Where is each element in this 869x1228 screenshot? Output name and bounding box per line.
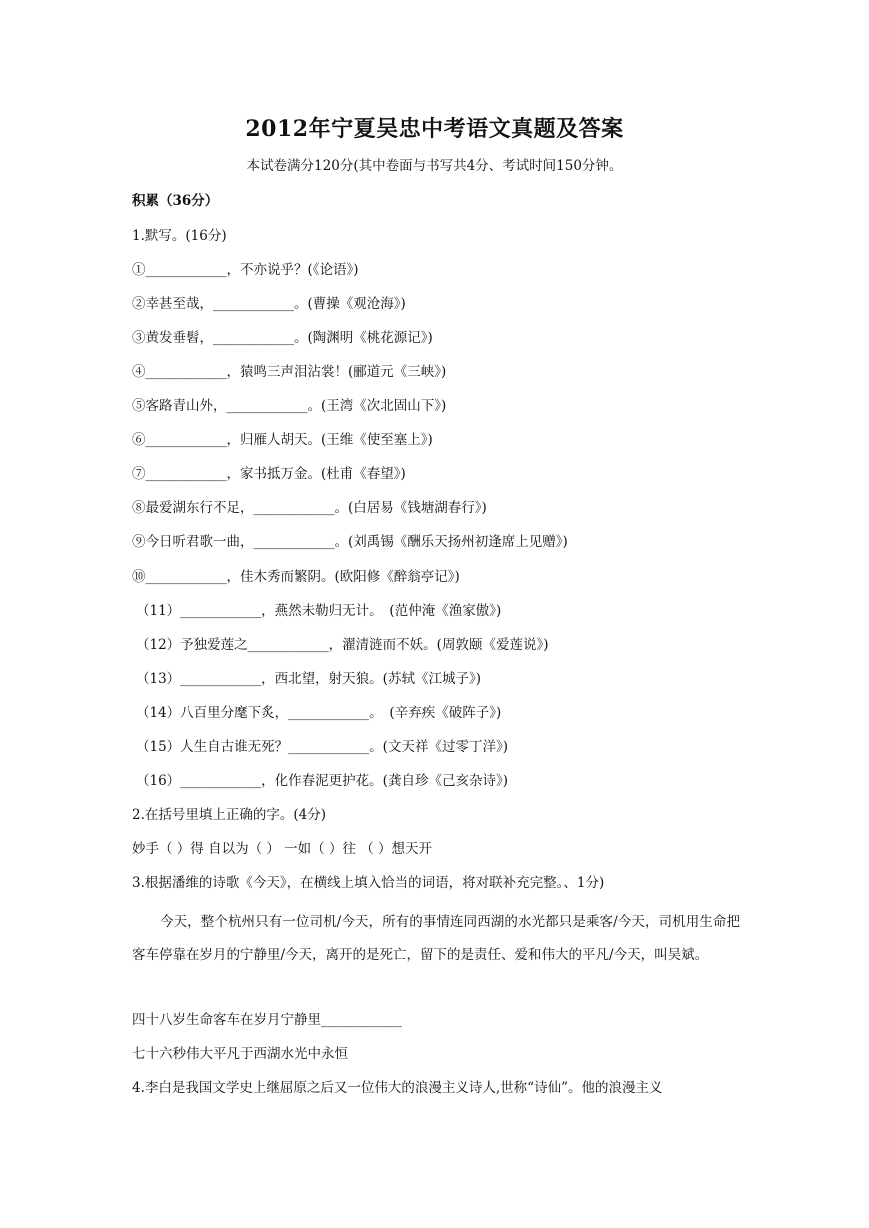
exam-info: 本试卷满分120分(其中卷面与书写共4分、考试时间150分钟。 [246, 158, 623, 174]
question-1-item: （11）____________，燕然未勒归无计。 (范仲淹《渔家傲》) [136, 603, 502, 619]
question-1-item: （15）人生自古谁无死？____________。(文天祥《过零丁洋》) [136, 739, 508, 755]
question-1-item: （16）____________，化作春泥更护花。(龚自珍《己亥杂诗》) [136, 773, 508, 789]
question-4-heading: 4.李白是我国文学史上继屈原之后又一位伟大的浪漫主义诗人,世称“诗仙”。他的浪漫主义 [132, 1080, 663, 1096]
question-1-item: ⑩____________，佳木秀而繁阴。(欧阳修《醉翁亭记》) [132, 569, 460, 585]
question-1-item: ④____________，猿鸣三声泪沾裳！(郦道元《三峡》) [132, 364, 447, 380]
question-1-item: ③黄发垂髫，____________。(陶渊明《桃花源记》) [132, 330, 433, 346]
question-1-item: ①____________，不亦说乎？(《论语》) [132, 262, 359, 278]
question-1-item: ②幸甚至哉，____________。(曹操《观沧海》) [132, 296, 406, 312]
couplet-line-1: 四十八岁生命客车在岁月宁静里____________ [132, 1012, 402, 1028]
question-3-heading: 3.根据潘维的诗歌《今天》，在横线上填入恰当的词语，将对联补充完整。、1分) [132, 875, 605, 891]
question-1-item: （12）予独爱莲之____________，濯清涟而不妖。(周敦颐《爱莲说》) [136, 637, 549, 653]
question-1-item: （14）八百里分麾下炙，____________。 (辛弃疾《破阵子》) [136, 705, 502, 721]
question-1-item: ⑧最爱湖东行不足，____________。(白居易《钱塘湖春行》) [132, 500, 487, 516]
question-1-item: ⑨今日听君歌一曲，____________。(刘禹锡《酬乐天扬州初逢席上见赠》) [132, 534, 568, 550]
couplet-line-2: 七十六秒伟大平凡于西湖水光中永恒 [132, 1046, 348, 1062]
question-1-item: ⑦____________，家书抵万金。(杜甫《春望》) [132, 466, 406, 482]
question-2-body: 妙手（ ）得 自以为（ ） 一如（ ）往 （ ）想天开 [132, 841, 433, 857]
question-1-item: ⑤客路青山外，____________。(王湾《次北固山下》) [132, 398, 447, 414]
section-heading: 积累（36分） [132, 193, 219, 209]
document-title: 2012年宁夏吴忠中考语文真题及答案 [245, 116, 624, 142]
question-1-item: （13）____________，西北望，射天狼。(苏轼《江城子》) [136, 671, 481, 687]
question-1-item: ⑥____________，归雁人胡天。(王维《使至塞上》) [132, 432, 433, 448]
question-1-heading: 1.默写。(16分) [132, 228, 227, 244]
question-3-poem: 今天，整个杭州只有一位司机/今天，所有的事情连同西湖的水光都只是乘客/今天，司机用生命把客车停靠在岁月的宁静里/今天，离开的是死亡，留下的是责任、爱和伟大的平凡/今天，叫吴斌。 [132, 914, 740, 963]
question-2-heading: 2.在括号里填上正确的字。(4分) [132, 807, 327, 823]
